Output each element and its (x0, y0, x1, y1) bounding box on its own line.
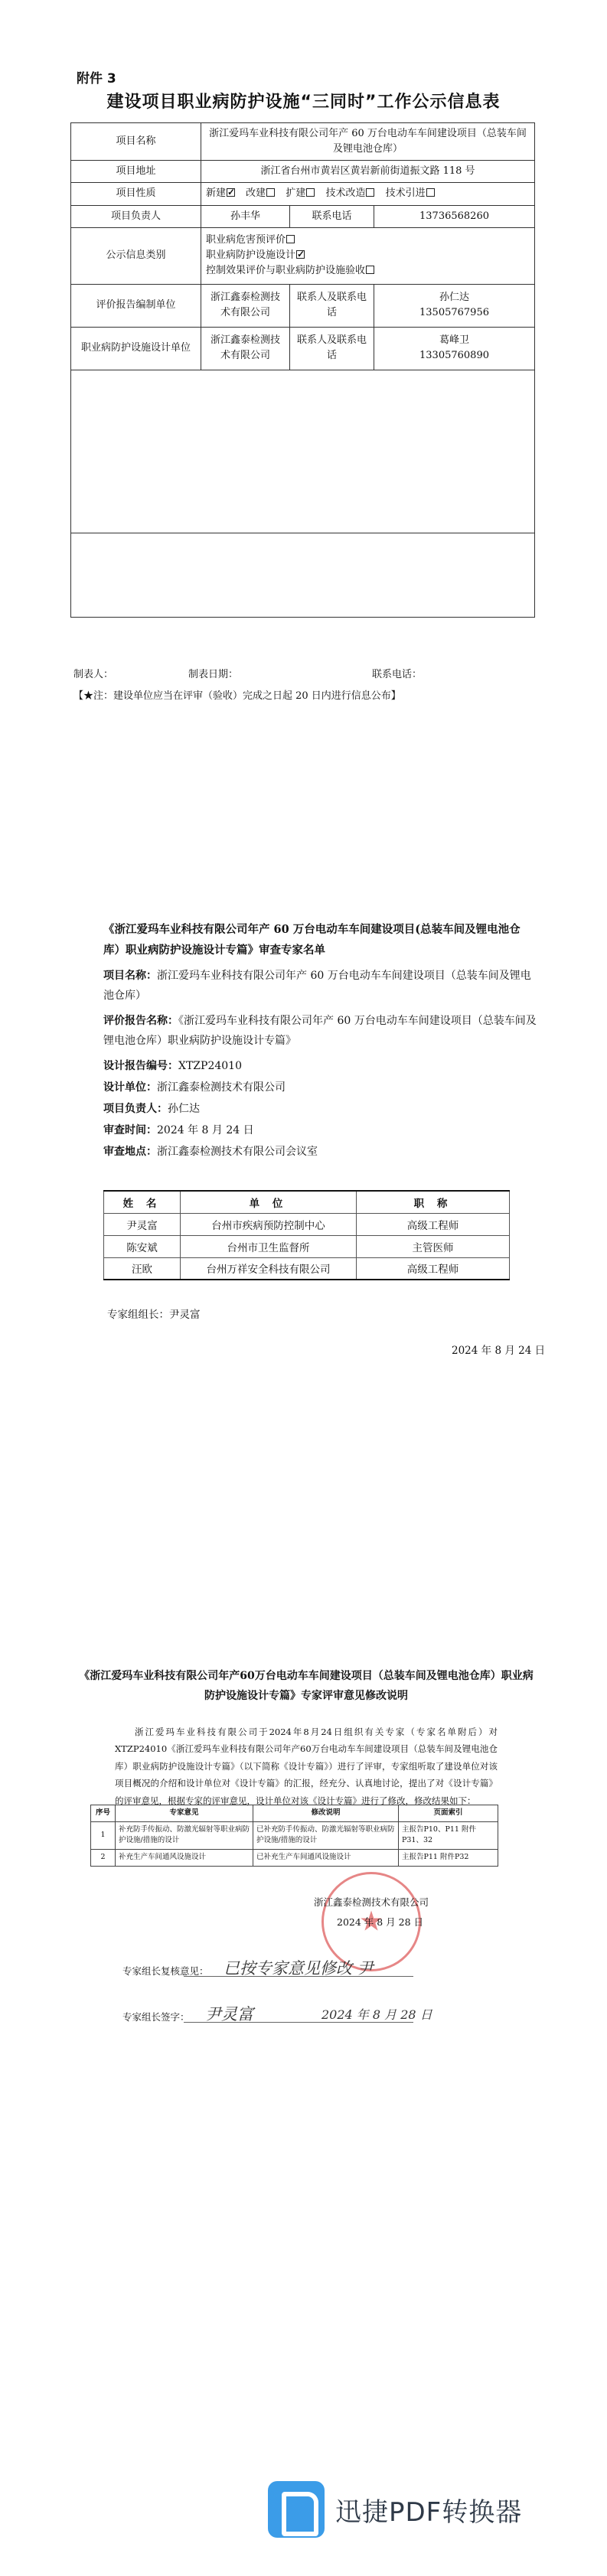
table-row: 尹灵富 台州市疾病预防控制中心 高级工程师 (104, 1213, 510, 1235)
category-options (201, 227, 535, 284)
eval-unit-label: 评价报告编制单位 (71, 284, 201, 327)
nature-label: 项目性质 (71, 183, 201, 205)
revision-paragraph: 浙江爱玛车业科技有限公司于2024年8月24日组织有关专家（专家名单附后）对XTZP24010《浙江爱玛车业科技有限公司年产60万台电动车车间建设项目（总装车间及锂电池仓库）职业病防护设施设计专篇》（以下简称《设计专篇》）进行了评审，专家组听取了建设单位对该项目概况的介绍和设计单位对《设计专篇》的汇报，经充分、认真地讨论，提出了对《设计专篇》的评审意见，根据专家的评审意见，设计单位对该《设计专篇》进行了修改，修改结果如下： (115, 1727, 498, 1806)
signature-line (184, 2022, 413, 2023)
nature-option[interactable]: 技术改造 (325, 187, 382, 199)
checkbox-icon (366, 188, 374, 197)
revision-table (90, 1805, 498, 1867)
project-name-label: 项目名称 (71, 123, 201, 161)
table-row: 1 补充防手传振动、防激光辐射等职业病防护设施/措施的设计 已补充防手传振动、防激光辐射等职业病防护设施/措施的设计 主报告P10、P11 附件P31、32 (91, 1821, 498, 1849)
confirm-signature: 尹灵富 (205, 2005, 253, 2023)
design-unit-field: 设计单位：浙江鑫泰检测技术有限公司 (103, 1081, 286, 1094)
confirm-label: 专家组长签字： (122, 2011, 190, 2023)
table-row (71, 227, 535, 284)
category-label: 公示信息类别 (71, 227, 201, 284)
reviewer-label: 专家组长复核意见： (122, 1965, 209, 1977)
nature-option[interactable]: 技术引进 (386, 187, 442, 199)
table-header-row: 姓 名 单 位 职 称 (104, 1191, 510, 1213)
page-expert-list (0, 899, 607, 1381)
table-row (71, 327, 535, 370)
checkbox-icon (306, 188, 315, 197)
leader-phone-value: 13736568260 (374, 205, 535, 227)
issue-date: 2024 年 8 月 28 日 (337, 1916, 424, 1928)
report-field: 评价报告名称：《浙江爱玛车业科技有限公司年产 60 万台电动车车间建设项目（总装车间及锂电池仓库）职业病防护设施设计专篇》 (103, 1015, 537, 1047)
table-row (71, 183, 535, 205)
address-label: 项目地址 (71, 161, 201, 183)
contact-label: 联系人及联系电话 (290, 284, 374, 327)
reviewer-signature: 已按专家意见修改 尹 (224, 1959, 374, 1978)
table-row: 2 补充生产车间通风设施设计 已补充生产车间通风设施设计 主报告P11 附件P32 (91, 1850, 498, 1867)
checkbox-checked-icon (227, 188, 235, 197)
table-row (71, 205, 535, 227)
publication-note: 【★注：建设单位应当在评审（验收）完成之日起 20 日内进行信息公布】 (73, 690, 401, 702)
nature-options (201, 183, 535, 205)
nature-option[interactable]: 新建✓ (206, 187, 243, 199)
checkbox-icon (266, 188, 275, 197)
design-contact-value: 葛峰卫 13305760890 (374, 327, 535, 370)
phone-label: 联系电话 (290, 205, 374, 227)
project-name-value: 浙江爱玛车业科技有限公司年产 60 万台电动车车间建设项目（总装车间及锂电池仓库） (201, 123, 535, 161)
page-info-table (0, 0, 607, 781)
leader-field: 项目负责人：孙仁达 (103, 1103, 200, 1115)
design-unit-value: 浙江鑫泰检测技术有限公司 (201, 327, 290, 370)
table-row (71, 284, 535, 327)
table-row: 汪欧 台州万祥安全科技有限公司 高级工程师 (104, 1257, 510, 1280)
group-leader: 专家组组长：尹灵富 (107, 1309, 201, 1321)
leader-label: 项目负责人 (71, 205, 201, 227)
watermark (268, 2481, 522, 2538)
contact-label: 联系人及联系电话 (290, 327, 374, 370)
table-row (71, 161, 535, 183)
prepare-date-label: 制表日期： (188, 669, 239, 680)
nature-option[interactable]: 改建 (246, 187, 282, 199)
page-title: 建设项目职业病防护设施“三同时”工作公示信息表 (106, 93, 501, 112)
checkbox-icon (366, 266, 374, 274)
issuing-org: 浙江鑫泰检测技术有限公司 (314, 1896, 429, 1908)
project-field: 项目名称：浙江爱玛车业科技有限公司年产 60 万台电动车车间建设项目（总装车间及锂电池仓库） (103, 970, 531, 1002)
attachment-label: 附件 3 (77, 71, 116, 86)
category-option[interactable]: 控制效果评价与职业病防护设施验收 (206, 263, 530, 279)
table-row: 陈安斌 台州市卫生监督所 主管医师 (104, 1235, 510, 1257)
table-header-row: 序号 专家意见 修改说明 页面索引 (91, 1805, 498, 1822)
leader-value: 孙丰华 (201, 205, 290, 227)
time-field: 审查时间：2024 年 8 月 24 日 (103, 1124, 254, 1136)
category-option[interactable]: 职业病防护设施设计✓ (206, 248, 530, 263)
address-value: 浙江省台州市黄岩区黄岩新前街道振文路 118 号 (201, 161, 535, 183)
place-field: 审查地点：浙江鑫泰检测技术有限公司会议室 (103, 1146, 318, 1158)
contact-phone-label: 联系电话： (372, 669, 423, 680)
blank-row (71, 533, 535, 617)
expert-table (103, 1190, 510, 1280)
eval-unit-value: 浙江鑫泰检测技术有限公司 (201, 284, 290, 327)
review-date: 2024 年 8 月 24 日 (452, 1345, 546, 1357)
watermark-text: 迅捷PDF转换器 (335, 2496, 523, 2528)
eval-contact-value: 孙仁达 13505767956 (374, 284, 535, 327)
page-revision-notes (0, 1355, 607, 2576)
nature-option[interactable]: 扩建 (286, 187, 322, 199)
category-option[interactable]: 职业病危害预评价 (206, 233, 530, 248)
design-unit-label: 职业病防护设施设计单位 (71, 327, 201, 370)
table-row (71, 123, 535, 161)
signature-line (184, 1976, 413, 1977)
checkbox-icon (286, 235, 295, 243)
expert-list-title: 《浙江爱玛车业科技有限公司年产 60 万台电动车车间建设项目(总装车间及锂电池仓库）职业病防护设施设计专篇》审查专家名单 (103, 923, 521, 957)
preparer-label: 制表人： (73, 669, 114, 680)
blank-row (71, 370, 535, 533)
revision-title: 《浙江爱玛车业科技有限公司年产60万台电动车车间建设项目（总装车间及锂电池仓库）职业病防护设施设计专篇》专家评审意见修改说明 (79, 1670, 534, 1702)
confirm-date: 2024 年 8 月 28 日 (321, 2007, 432, 2022)
code-field: 设计报告编号：XTZP24010 (103, 1060, 242, 1072)
pdf-app-icon (268, 2481, 325, 2538)
info-table (70, 122, 535, 618)
checkbox-checked-icon (296, 250, 305, 259)
checkbox-icon (426, 188, 435, 197)
